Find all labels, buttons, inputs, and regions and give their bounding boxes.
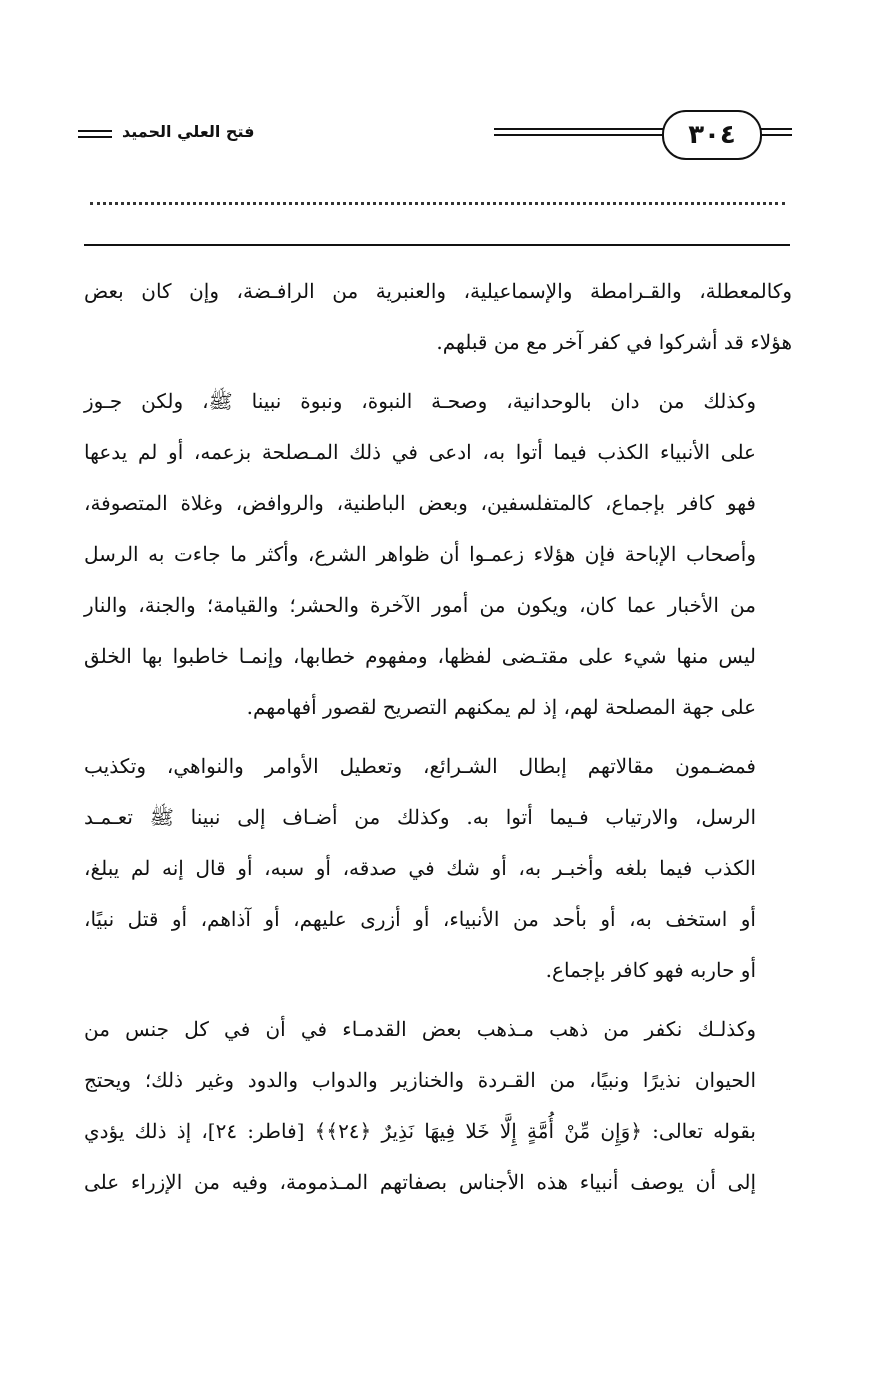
paragraph [84, 376, 792, 733]
text-line: وكذلك من دان بالوحدانية، وصحـة النبوة، ونبوة نبينا ﷺ، ولكن جـوز [84, 389, 756, 413]
text-line: وأصحاب الإباحة فإن هؤلاء زعمـوا أن ظواهر الشرع، وأكثر ما جاءت به الرسل [84, 542, 756, 566]
page-header [0, 0, 879, 260]
header-rule [494, 134, 664, 136]
text-line: الكذب فيما بلغه وأخبـر به، أو شك في صدقه، أو سبه، أو قال إنه لم يبلغ، [84, 856, 756, 880]
book-title: فتح العلي الحميد [122, 122, 255, 141]
text-line: ليس منها شيء على مقتـضى لفظها، ومفهوم خطابها، وإنمـا خاطبوا بها الخلق [84, 644, 756, 668]
text-line: من الأخبار عما كان، ويكون من أمور الآخرة والحشر؛ والقيامة؛ والجنة، والنار [84, 593, 756, 617]
text-line: الحيوان نذيرًا ونبيًا، من القـردة والخنازير والدواب والدود وغير ذلك؛ ويحتج [84, 1068, 756, 1092]
header-rule [494, 128, 664, 130]
text-line: وكالمعطلة، والقـرامطة والإسماعيلية، والعنبرية من الرافـضة، وإن كان بعض [84, 279, 792, 303]
text-line: على جهة المصلحة لهم، إذ لم يمكنهم التصريح لقصور أفهامهم. [246, 695, 756, 719]
paragraph [84, 741, 792, 996]
text-line: بقوله تعالى: ﴿وَإِن مِّنْ أُمَّةٍ إِلَّا خَلا فِيهَا نَذِيرٌ ﴿٢٤﴾﴾ [فاطر: ٢٤]، إذ ذلك يؤدي [84, 1119, 756, 1143]
header-separator [84, 244, 790, 246]
text-line: هؤلاء قد أشركوا في كفر آخر مع من قبلهم. [436, 330, 792, 354]
text-line: أو استخف به، أو بأحد من الأنبياء، أو أزرى عليهم، أو آذاهم، أو قتل نبيًا، [84, 907, 756, 931]
title-divider [78, 136, 112, 138]
text-line: وكذلـك نكفر من ذهب مـذهب بعض القدمـاء في أن في كل جنس من [84, 1017, 756, 1041]
page-number: ٣٠٤ [688, 120, 736, 150]
text-line: الرسل، والارتياب فـيما أتوا به. وكذلك من أضـاف إلى نبينا ﷺ تعـمـد [84, 805, 756, 829]
text-line: أو حاربه فهو كافر بإجماع. [545, 958, 756, 982]
text-line: فهو كافر بإجماع، كالمتفلسفين، وبعض الباطنية، والروافض، وغلاة المتصوفة، [84, 491, 756, 515]
text-line: على الأنبياء الكذب فيما أتوا به، ادعى في ذلك المـصلحة بزعمه، أو لم يدعها [84, 440, 756, 464]
text-line: فمضـمون مقالاتهم إبطال الشـرائع، وتعطيل الأوامر والنواهي، وتكذيب [84, 754, 756, 778]
text-line: إلى أن يوصف أنبياء هذه الأجناس بصفاتهم المـذمومة، وفيه من الإزراء على [84, 1170, 757, 1194]
title-divider [78, 130, 112, 132]
footnote-dotted-line [90, 202, 785, 209]
page-number-frame [662, 110, 762, 160]
paragraph [84, 266, 792, 368]
paragraph [84, 1004, 792, 1208]
page-body [84, 266, 792, 1216]
